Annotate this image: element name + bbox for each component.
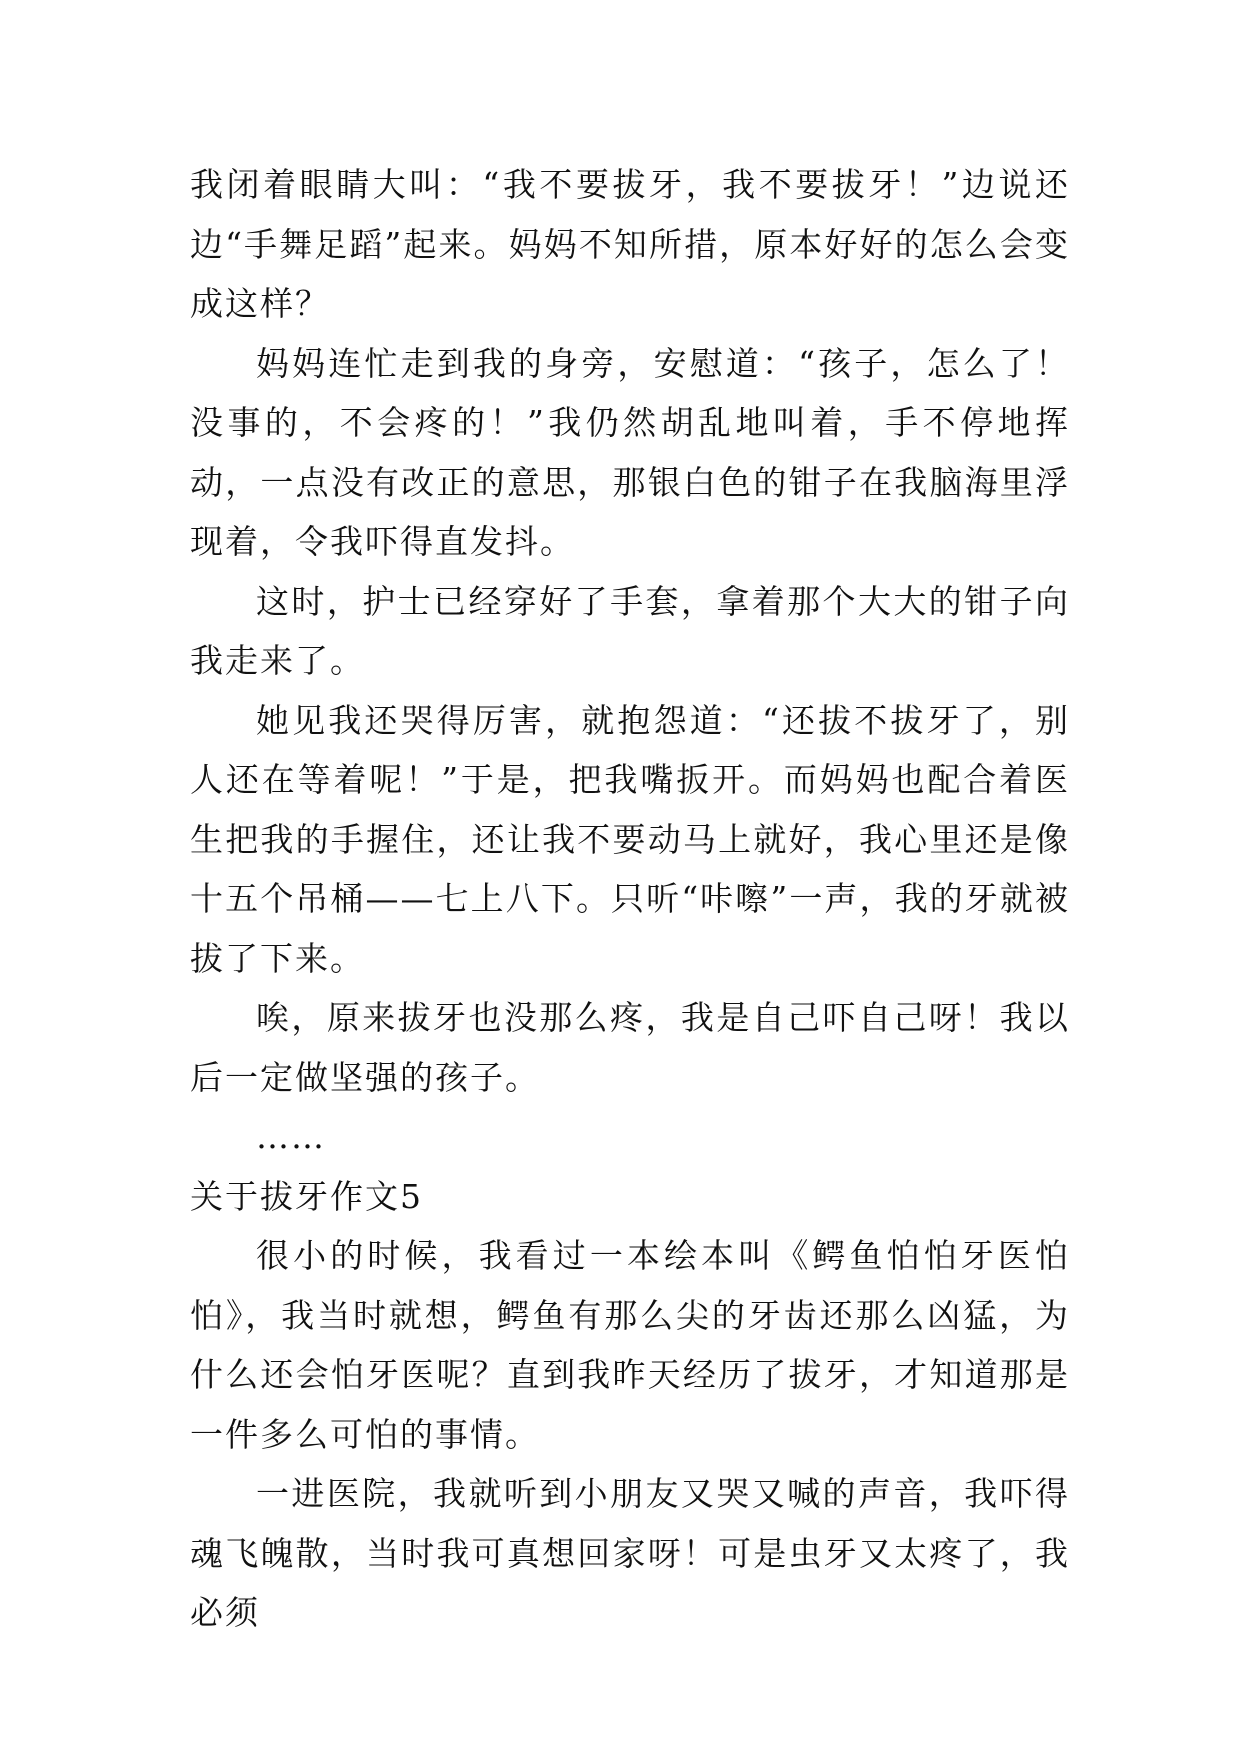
section-title: 关于拔牙作文5 (190, 1176, 423, 1216)
document-body (190, 155, 1070, 1643)
ellipsis: …… (256, 1117, 326, 1156)
paragraph-1: 我闭着眼睛大叫：“我不要拔牙，我不要拔牙！”边说还边“手舞足蹈”起来。妈妈不知所措，原本好好的怎么会变成这样？ (190, 165, 1070, 323)
paragraph-3: 这时，护士已经穿好了手套，拿着那个大大的钳子向我走来了。 (190, 581, 1070, 680)
section-paragraph-2: 一进医院，我就听到小朋友又哭又喊的声音，我吓得魂飞魄散，当时我可真想回家呀！可是虫牙又太疼了，我必须 (190, 1474, 1070, 1632)
section-paragraph-1: 很小的时候，我看过一本绘本叫《鳄鱼怕怕牙医怕怕》，我当时就想，鳄鱼有那么尖的牙齿还那么凶猛，为什么还会怕牙医呢？直到我昨天经历了拔牙，才知道那是一件多么可怕的事情。 (190, 1236, 1070, 1454)
paragraph-2: 妈妈连忙走到我的身旁，安慰道：“孩子，怎么了！没事的，不会疼的！”我仍然胡乱地叫着，手不停地挥动，一点没有改正的意思，那银白色的钳子在我脑海里浮现着，令我吓得直发抖。 (190, 343, 1070, 561)
paragraph-5: 唉，原来拔牙也没那么疼，我是自己吓自己呀！我以后一定做坚强的孩子。 (190, 998, 1070, 1097)
paragraph-4: 她见我还哭得厉害，就抱怨道：“还拔不拔牙了，别人还在等着呢！”于是，把我嘴扳开。而妈妈也配合着医生把我的手握住，还让我不要动马上就好，我心里还是像十五个吊桶——七上八下。只听“咔嚓”一声，我的牙就被拔了下来。 (190, 700, 1070, 978)
